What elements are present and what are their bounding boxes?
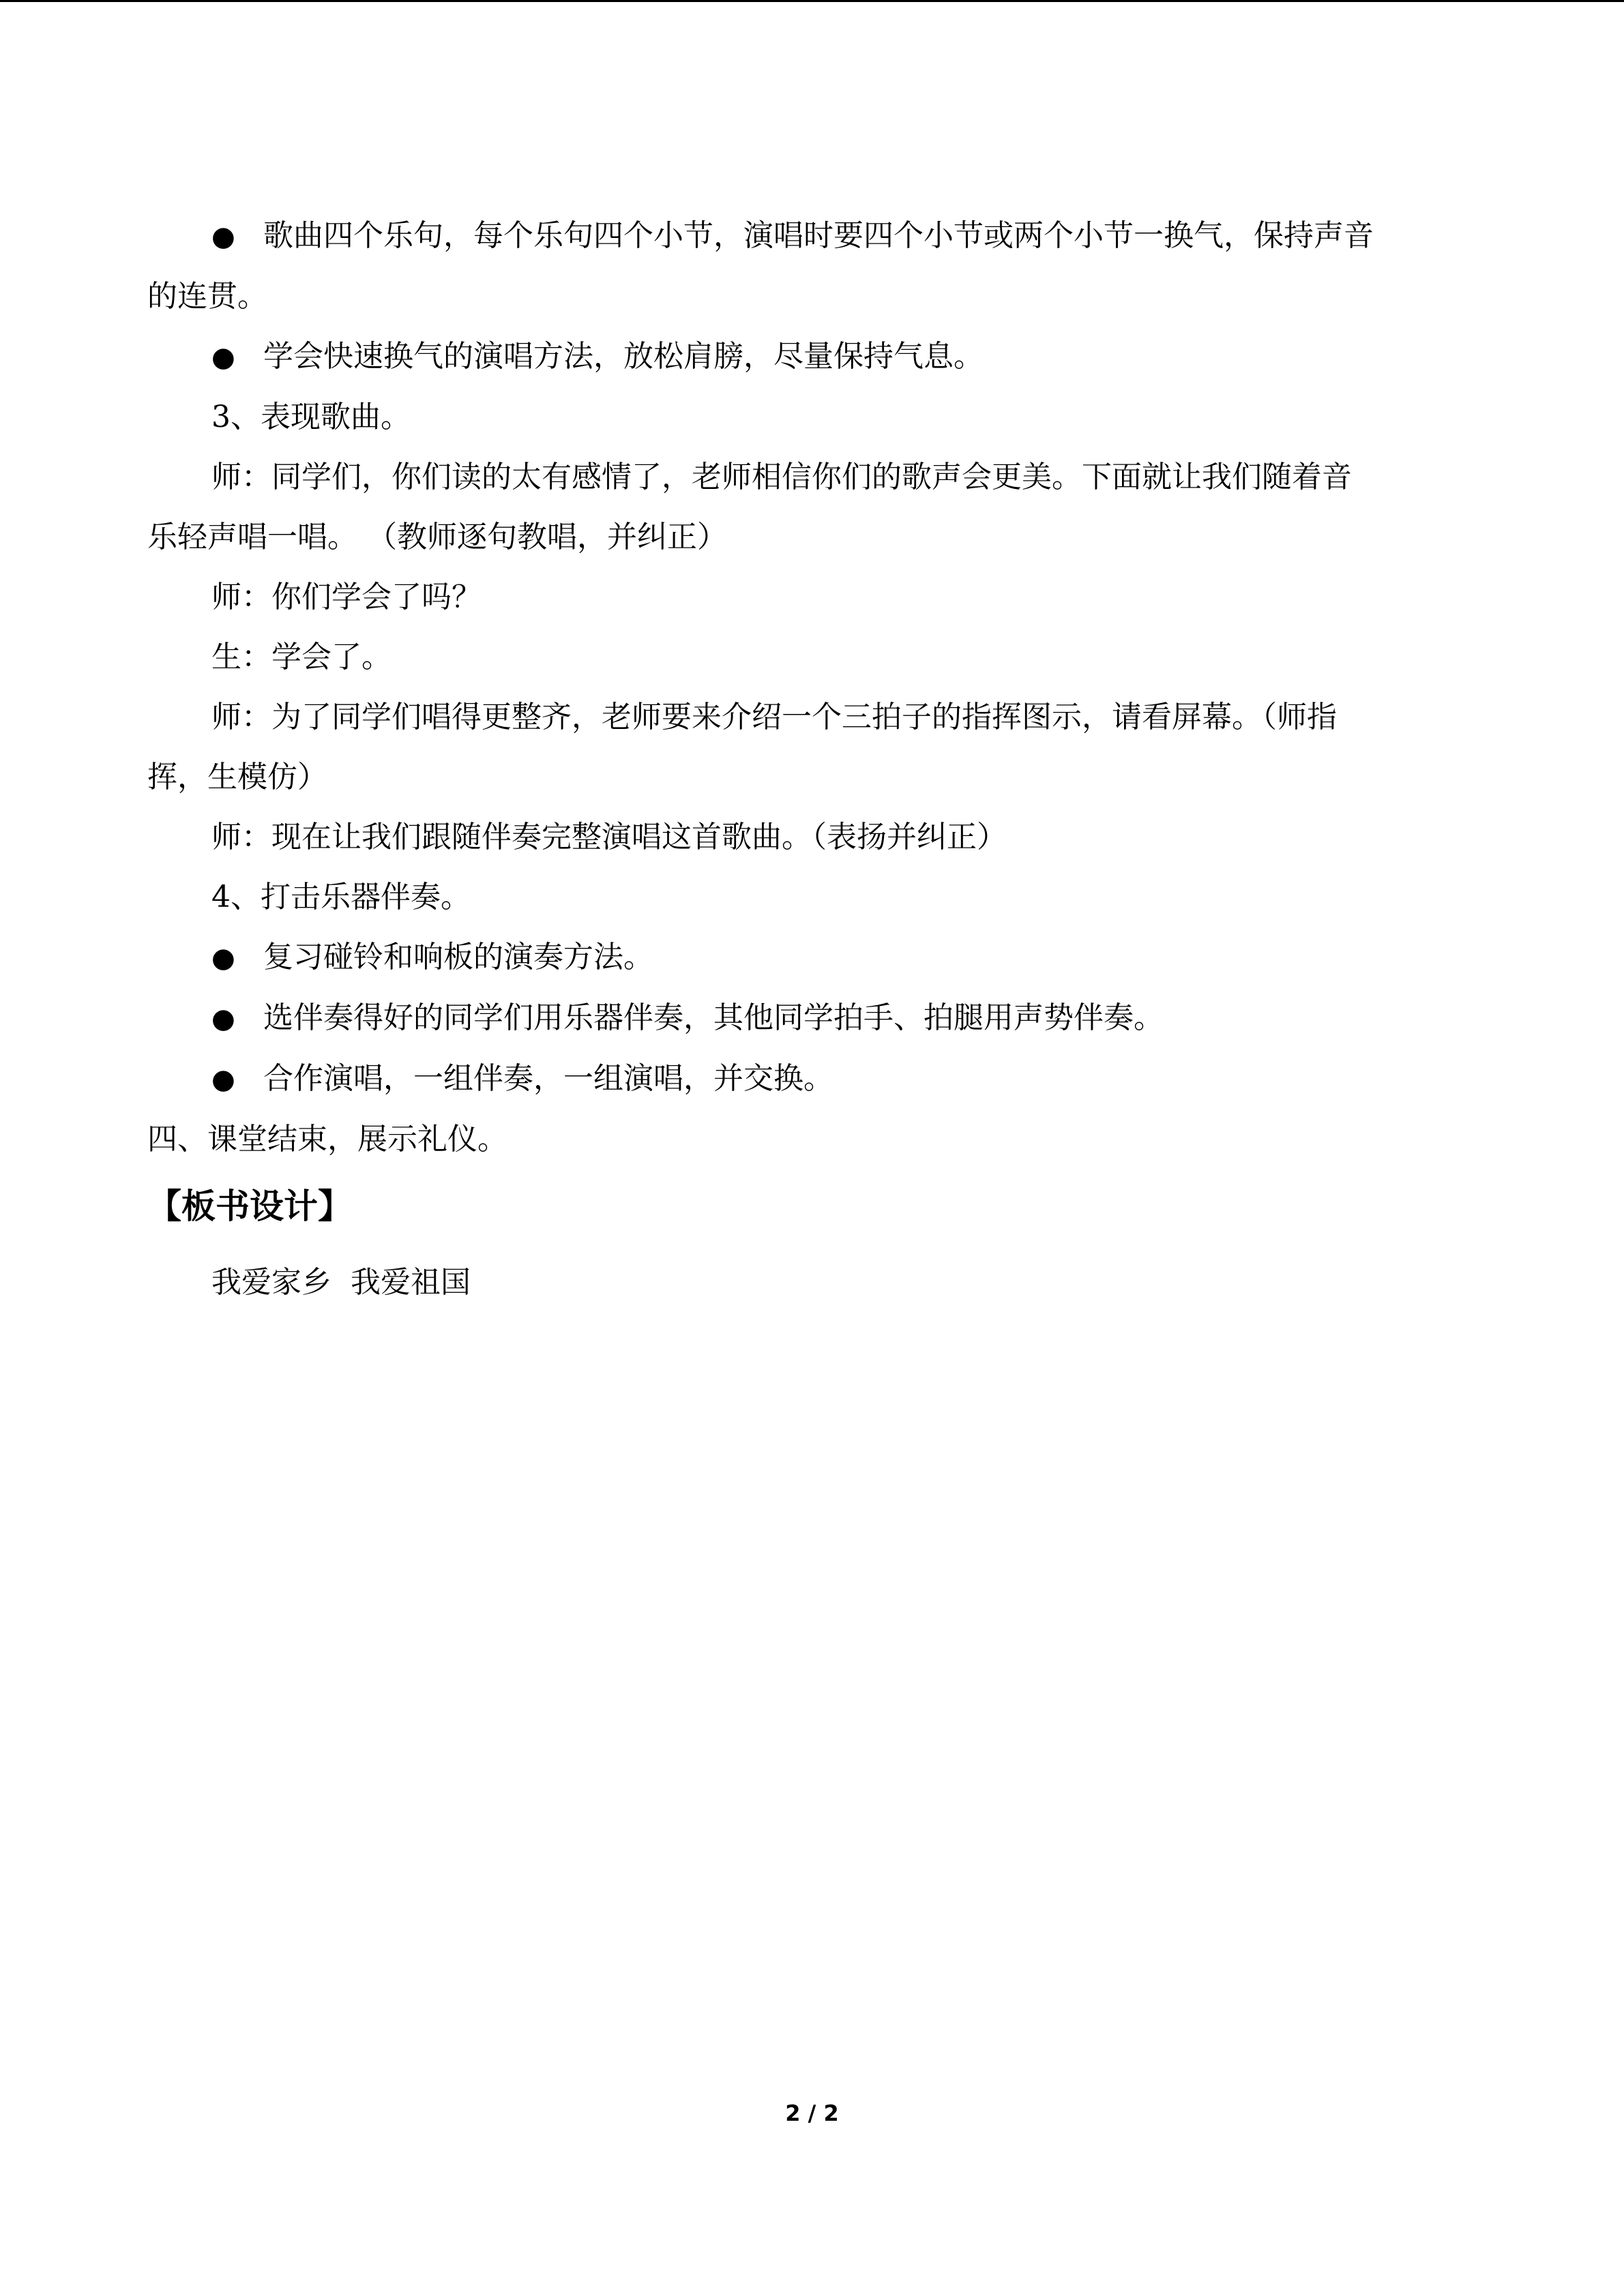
section-class-end: 四、课堂结束，展示礼仪。 [147, 1122, 507, 1157]
paragraph-text: 学会快速换气的演唱方法，放松肩膀，尽量保持气息。 [263, 339, 984, 374]
bullet-paragraph-review [147, 927, 1477, 988]
page-number: 2 / 2 [785, 2100, 839, 2126]
board-design-content [147, 1253, 1477, 1313]
board-item-motherland: 我爱祖国 [351, 1265, 471, 1300]
paragraph-text: 合作演唱，一组伴奏，一组演唱，并交换。 [263, 1061, 833, 1096]
paragraph-text: 歌曲四个乐句，每个乐句四个小节，演唱时要四个小节或两个小节一换气，保持声音 [263, 218, 1374, 253]
teacher-question: 师：你们学会了吗？ [211, 580, 482, 614]
teacher-line-conducting: 师：为了同学们唱得更整齐，老师要来介绍一个三拍子的指挥图示，请看屏幕。（师指 [211, 700, 1337, 734]
section-step-4: 4、打击乐器伴奏。 [211, 880, 471, 914]
teacher-line-accompaniment: 师：现在让我们跟随伴奏完整演唱这首歌曲。（表扬并纠正） [211, 820, 1007, 854]
bullet-paragraph-select [147, 988, 1477, 1049]
paragraph-text: 选伴奏得好的同学们用乐器伴奏，其他同学拍手、拍腿用声势伴奏。 [263, 1000, 1164, 1035]
bullet-paragraph-quick-breath [147, 327, 1477, 387]
bullet-icon: ● [211, 942, 235, 974]
paragraph-text: 复习碰铃和响板的演奏方法。 [263, 940, 653, 974]
board-design-heading: 【板书设计】 [147, 1187, 352, 1226]
board-item-hometown: 我爱家乡 [211, 1265, 331, 1300]
paragraph-continuation: 挥，生模仿） [147, 760, 327, 794]
page-top-border [0, 0, 1624, 2]
bullet-icon: ● [211, 1064, 235, 1095]
bullet-paragraph-cooperate [147, 1049, 1477, 1109]
bullet-icon: ● [211, 1003, 235, 1034]
document-page [147, 206, 1477, 1313]
paragraph-continuation: 乐轻声唱一唱。 （教师逐句教唱，并纠正） [147, 520, 727, 554]
student-answer: 生：学会了。 [211, 640, 392, 674]
bullet-icon: ● [211, 221, 235, 252]
bullet-paragraph-breathing [147, 206, 1477, 267]
teacher-line-intro: 师：同学们，你们读的太有感情了，老师相信你们的歌声会更美。下面就让我们随着音 [211, 460, 1352, 494]
section-step-3: 3、表现歌曲。 [211, 400, 411, 434]
bullet-icon: ● [211, 342, 235, 373]
paragraph-continuation: 的连贯。 [147, 279, 267, 314]
